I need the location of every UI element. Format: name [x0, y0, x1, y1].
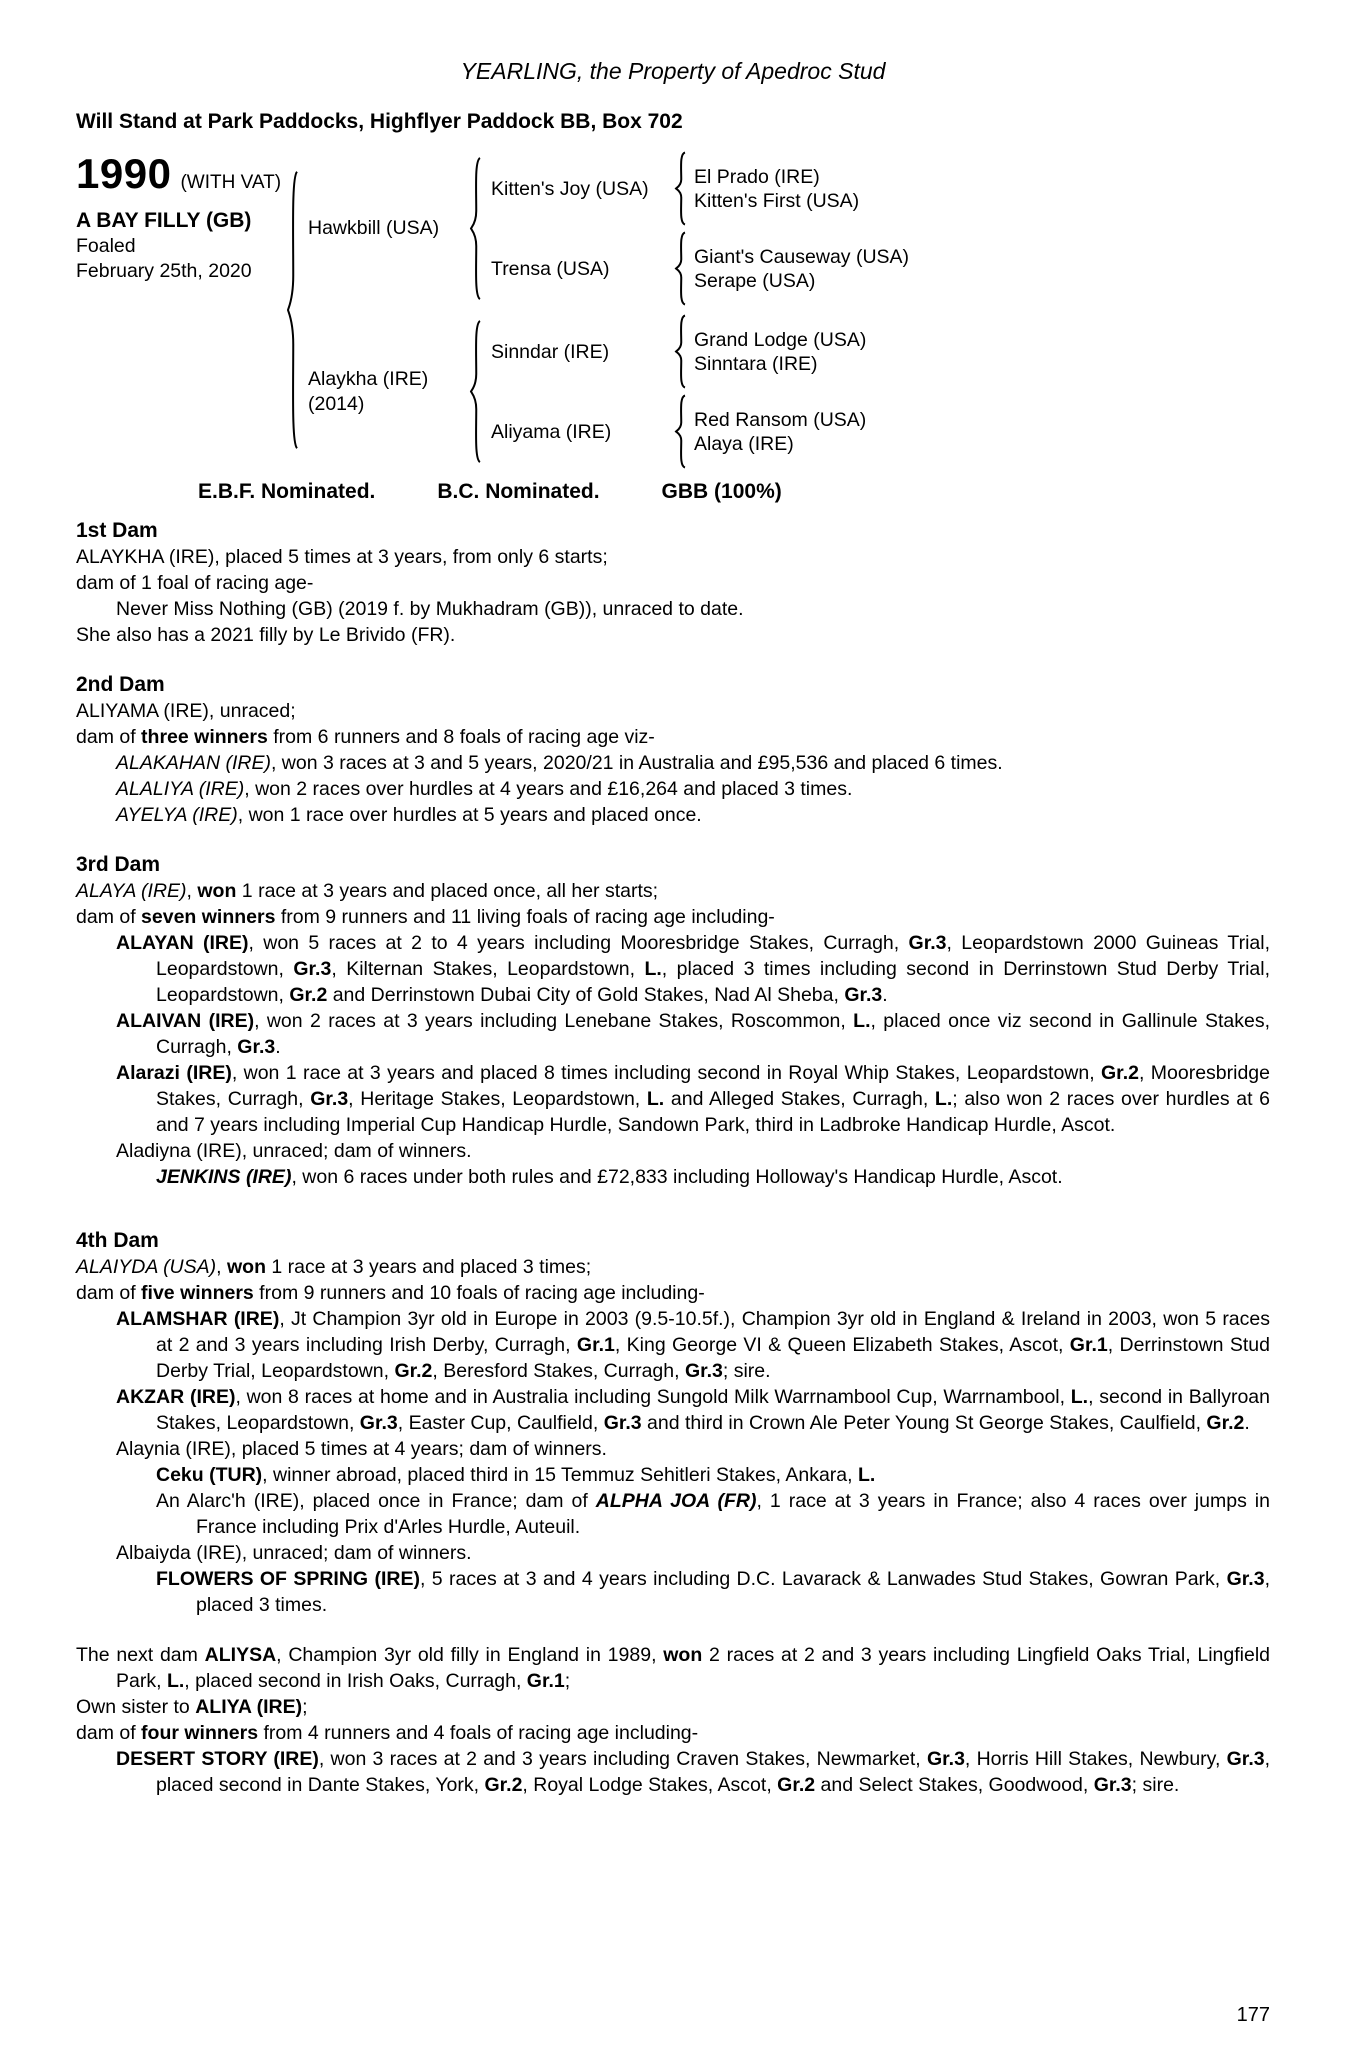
- pedigree-paragraph: Ceku (TUR), winner abroad, placed third in 15 Temmuz Sehitleri Stakes, Ankara, L.: [156, 1464, 876, 1486]
- pedigree-brace: [468, 313, 485, 470]
- foaled-label: Foaled: [76, 235, 136, 257]
- pedigree-paragraph: ALIYAMA (IRE), unraced;: [76, 700, 296, 722]
- pedigree-paragraph: ALAYKHA (IRE), placed 5 times at 3 years, from only 6 starts;: [76, 546, 608, 568]
- pedigree-paragraph: dam of seven winners from 9 runners and 11 living foals of racing age including-: [76, 906, 775, 928]
- pedigree-paragraph: AKZAR (IRE), won 8 races at home and in Australia including Sungold Milk Warrnambool Cup, Warrnambool, L., second in Ballyroan Stakes, Leopardstown, Gr.3, Easter Cup, Caulfield, Gr.3 and third in Crown Ale Peter Young St George Stakes, Caulfield, Gr.2.: [116, 1386, 1271, 1434]
- animal-description: A BAY FILLY (GB): [76, 209, 252, 232]
- pedigree-paragraph: Aladiyna (IRE), unraced; dam of winners.: [116, 1140, 472, 1162]
- lot-number: 1990: [76, 150, 172, 197]
- pedigree-paragraph: An Alarc'h (IRE), placed once in France; dam of ALPHA JOA (FR), 1 race at 3 years in France; also 4 races over jumps in France including Prix d'Arles Hurdle, Auteuil.: [156, 1490, 1270, 1538]
- great-grandparent-name: Grand Lodge (USA): [694, 328, 867, 351]
- pedigree-paragraph: Own sister to ALIYA (IRE);: [76, 1696, 308, 1718]
- pedigree-paragraph: Alarazi (IRE), won 1 race at 3 years and placed 8 times including second in Royal Whip Stakes, Leopardstown, Gr.2, Mooresbridge Stakes, Curragh, Gr.3, Heritage Stakes, Leopardstown, L. and Alleged Stakes, Curragh, L.; also won 2 races over hurdles at 6 and 7 years including Imperial Cup Handicap Hurdle, Sandown Park, third in Ladbroke Handicap Hurdle, Ascot.: [116, 1062, 1271, 1136]
- great-grandparent-name: Alaya (IRE): [694, 432, 794, 455]
- pedigree-paragraph: FLOWERS OF SPRING (IRE), 5 races at 3 and 4 years including D.C. Lavarack & Lanwades Stud Stakes, Gowran Park, Gr.3, placed 3 times.: [156, 1568, 1270, 1616]
- pedigree-paragraph: dam of 1 foal of racing age-: [76, 572, 314, 594]
- pedigree-paragraph: ALAKAHAN (IRE), won 3 races at 3 and 5 years, 2020/21 in Australia and £95,536 and placed 6 times.: [116, 752, 1003, 774]
- pedigree-paragraph: dam of three winners from 6 runners and 8 foals of racing age viz-: [76, 726, 655, 748]
- page-number: 177: [1236, 2004, 1270, 2026]
- pedigree-paragraph: dam of four winners from 4 runners and 4 foals of racing age including-: [76, 1722, 699, 1744]
- dam-section: [76, 518, 1270, 648]
- granddam-name: Trensa (USA): [491, 257, 610, 280]
- great-grandparent-name: Serape (USA): [694, 269, 816, 292]
- granddam-unit: [485, 230, 1270, 307]
- damsire-name: Sinndar (IRE): [491, 340, 610, 363]
- pedigree-paragraph: She also has a 2021 filly by Le Brivido (FR).: [76, 624, 456, 646]
- brace-icon: [468, 318, 483, 465]
- great-grandparents: [690, 313, 1270, 390]
- pedigree-tree: [285, 150, 1270, 470]
- pedigree-brace: [673, 150, 690, 227]
- foaled-date: February 25th, 2020: [76, 260, 252, 282]
- dam-year: (2014): [308, 392, 365, 415]
- great-grandparents: [690, 230, 1270, 307]
- great-grandparents: [690, 150, 1270, 227]
- pedigree-paragraph: ALAIYDA (USA), won 1 race at 3 years and placed 3 times;: [76, 1256, 592, 1278]
- dam-section: [76, 1642, 1270, 1798]
- pedigree-paragraph: Never Miss Nothing (GB) (2019 f. by Mukhadram (GB)), unraced to date.: [116, 598, 744, 620]
- pedigree-paragraph: dam of five winners from 9 runners and 10 foals of racing age including-: [76, 1282, 705, 1304]
- pedigree-paragraph: ALAYAN (IRE), won 5 races at 2 to 4 years including Mooresbridge Stakes, Curragh, Gr.3, Leopardstown 2000 Guineas Trial, Leopardstown, Gr.3, Kilternan Stakes, Leopardstown, L., placed 3 times including second in Derrinstown Stud Derby Trial, Leopardstown, Gr.2 and Derrinstown Dubai City of Gold Stakes, Nad Al Sheba, Gr.3.: [116, 932, 1271, 1006]
- nominations-row: [76, 478, 1270, 506]
- bc-nomination: B.C. Nominated.: [437, 480, 600, 503]
- great-grandparent-name: Giant's Causeway (USA): [694, 245, 910, 268]
- pedigree-paragraph: ALALIYA (IRE), won 2 races over hurdles at 4 years and £16,264 and placed 3 times.: [116, 778, 853, 800]
- great-grandparents: [690, 393, 1270, 470]
- pedigree-paragraph: DESERT STORY (IRE), won 3 races at 2 and 3 years including Craven Stakes, Newmarket, Gr.3, Horris Hill Stakes, Newbury, Gr.3, placed second in Dante Stakes, York, Gr.2, Royal Lodge Stakes, Ascot, Gr.2 and Select Stakes, Goodwood, Gr.3; sire.: [116, 1748, 1271, 1796]
- damdam-unit: [485, 393, 1270, 470]
- dam-name-box: [302, 313, 468, 470]
- lot-line: [76, 152, 285, 196]
- sire-parents: [485, 150, 1270, 307]
- brace-icon: [468, 155, 483, 302]
- dam-name: Alaykha (IRE): [308, 367, 429, 390]
- pedigree-brace: [673, 230, 690, 307]
- damdam-name: Aliyama (IRE): [491, 420, 612, 443]
- great-grandparent-name: El Prado (IRE): [694, 165, 820, 188]
- dam-half: [302, 313, 1270, 470]
- grandsire-name: Kitten's Joy (USA): [491, 177, 649, 200]
- sire-name-box: [302, 150, 468, 307]
- sire-name: Hawkbill (USA): [308, 217, 440, 239]
- dam-section: [76, 852, 1270, 1190]
- dam-section: [76, 1228, 1270, 1618]
- pedigree-text-sections: [76, 518, 1270, 1798]
- pedigree-brace: [673, 313, 690, 390]
- brace-icon: [673, 151, 688, 226]
- pedigree-paragraph: ALAYA (IRE), won 1 race at 3 years and placed once, all her starts;: [76, 880, 659, 902]
- pedigree-halves: [302, 150, 1270, 470]
- pedigree-paragraph: JENKINS (IRE), won 6 races under both rules and £72,833 including Holloway's Handicap Hurdle, Ascot.: [156, 1166, 1063, 1188]
- pedigree-brace: [673, 393, 690, 470]
- dam-section-heading: 3rd Dam: [76, 853, 161, 876]
- brace-icon: [285, 166, 300, 454]
- lot-info: [76, 150, 285, 470]
- gbb-badge: GBB (100%): [661, 480, 782, 503]
- pedigree-paragraph: Albaiyda (IRE), unraced; dam of winners.: [116, 1542, 472, 1564]
- dam-section-heading: 2nd Dam: [76, 673, 165, 696]
- dam-section-heading: 1st Dam: [76, 519, 158, 542]
- dam-section: [76, 672, 1270, 828]
- ebf-nomination: E.B.F. Nominated.: [198, 480, 376, 503]
- dam-parents: [485, 313, 1270, 470]
- pedigree-brace: [468, 150, 485, 307]
- brace-icon: [673, 231, 688, 306]
- vat-note: (WITH VAT): [180, 172, 282, 193]
- sire-half: [302, 150, 1270, 307]
- damsire-unit: [485, 313, 1270, 390]
- pedigree-paragraph: The next dam ALIYSA, Champion 3yr old filly in England in 1989, won 2 races at 2 and 3 years including Lingfield Oaks Trial, Lingfield Park, L., placed second in Irish Oaks, Curragh, Gr.1;: [76, 1644, 1270, 1692]
- dam-section-heading: 4th Dam: [76, 1229, 159, 1252]
- pedigree-block: [76, 150, 1270, 470]
- stand-location-line: Will Stand at Park Paddocks, Highflyer Paddock BB, Box 702: [76, 110, 683, 133]
- great-grandparent-name: Red Ransom (USA): [694, 408, 867, 431]
- brace-icon: [673, 314, 688, 389]
- grandsire-unit: [485, 150, 1270, 227]
- pedigree-paragraph: AYELYA (IRE), won 1 race over hurdles at 5 years and placed once.: [116, 804, 702, 826]
- pedigree-paragraph: ALAIVAN (IRE), won 2 races at 3 years including Lenebane Stakes, Roscommon, L., placed once viz second in Gallinule Stakes, Curragh, Gr.3.: [116, 1010, 1270, 1058]
- great-grandparent-name: Kitten's First (USA): [694, 189, 860, 212]
- pedigree-paragraph: ALAMSHAR (IRE), Jt Champion 3yr old in Europe in 2003 (9.5-10.5f.), Champion 3yr old in England & Ireland in 2003, won 5 races at 2 and 3 years including Irish Derby, Curragh, Gr.1, King George VI & Queen Elizabeth Stakes, Ascot, Gr.1, Derrinstown Stud Derby Trial, Leopardstown, Gr.2, Beresford Stakes, Curragh, Gr.3; sire.: [116, 1308, 1270, 1382]
- page-title: YEARLING, the Property of Apedroc Stud: [460, 58, 886, 84]
- great-grandparent-name: Sinntara (IRE): [694, 352, 818, 375]
- pedigree-paragraph: Alaynia (IRE), placed 5 times at 4 years; dam of winners.: [116, 1438, 607, 1460]
- pedigree-brace: [285, 150, 302, 470]
- brace-icon: [673, 394, 688, 469]
